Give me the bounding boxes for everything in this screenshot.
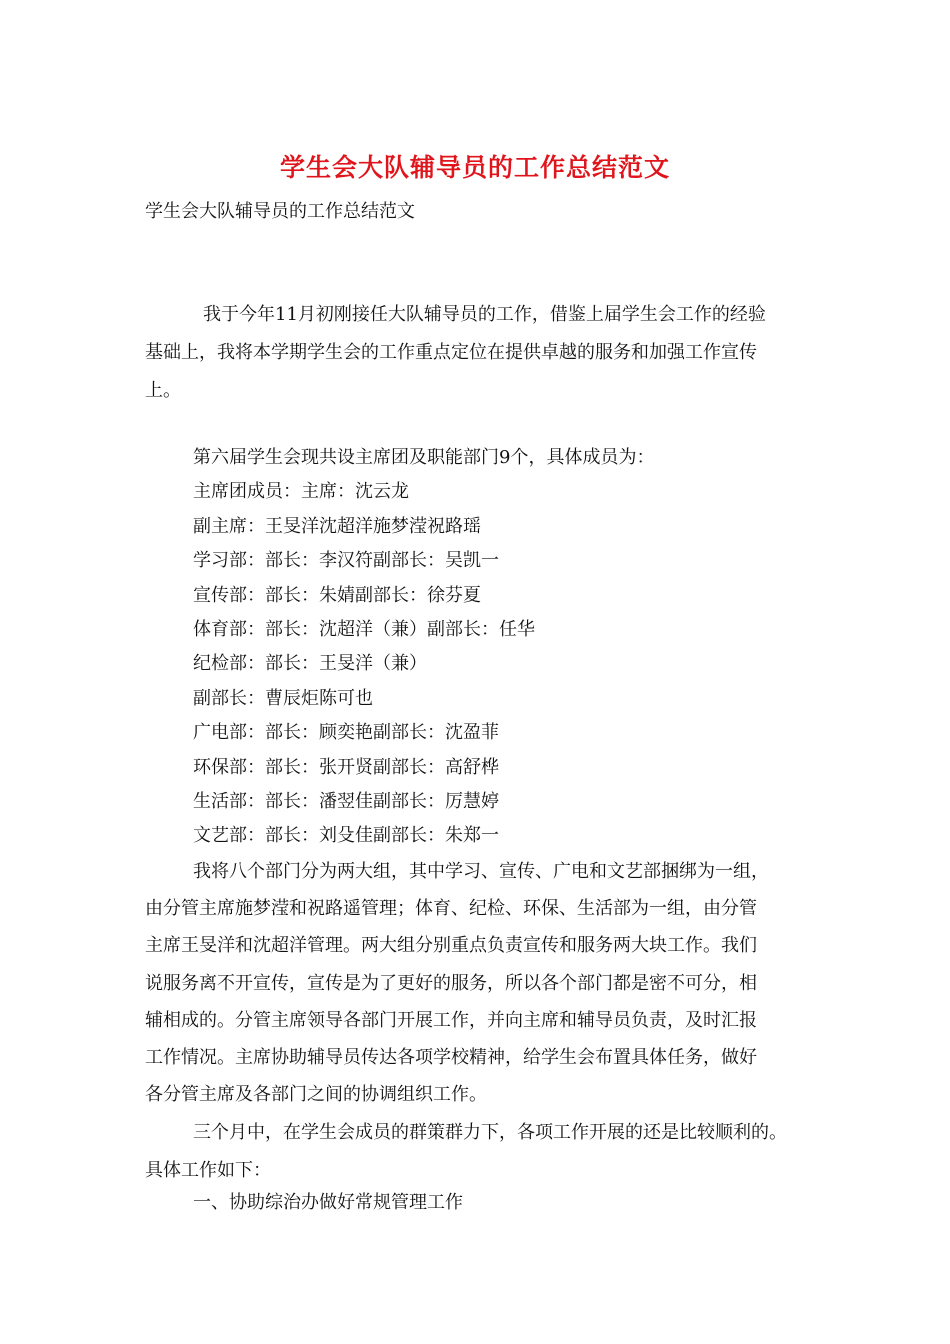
organization-paragraph xyxy=(145,853,825,1113)
section-heading: 一、协助综治办做好常规管理工作 xyxy=(193,1192,463,1213)
member-list-item: 学习部：部长：李汉符副部长：吴凯一 xyxy=(193,550,499,572)
paragraph-line: 主席王旻洋和沈超洋管理。两大组分别重点负责宣传和服务两大块工作。我们 xyxy=(145,935,757,957)
member-list-item: 文艺部：部长：刘殳佳副部长：朱郑一 xyxy=(193,825,499,847)
paragraph-line: 辅相成的。分管主席领导各部门开展工作，并向主席和辅导员负责，及时汇报 xyxy=(145,1009,757,1031)
progress-paragraph xyxy=(145,1114,825,1189)
paragraph-line: 我将八个部门分为两大组，其中学习、宣传、广电和文艺部捆绑为一组， xyxy=(193,861,769,882)
paragraph-line: 由分管主席施梦滢和祝路遥管理；体育、纪检、环保、生活部为一组，由分管 xyxy=(145,898,757,920)
member-list-item: 环保部：部长：张开贤副部长：高舒桦 xyxy=(193,756,499,778)
member-list-item: 广电部：部长：顾奕艳副部长：沈盈菲 xyxy=(193,722,499,744)
member-list-item: 纪检部：部长：王旻洋（兼） xyxy=(193,653,427,675)
member-list-item: 主席团成员：主席：沈云龙 xyxy=(193,481,409,503)
document-title: 学生会大队辅导员的工作总结范文 xyxy=(279,153,670,182)
member-list-item: 副部长：曹辰炬陈可也 xyxy=(193,687,373,709)
paragraph-line: 工作情况。主席协助辅导员传达各项学校精神，给学生会布置具体任务，做好 xyxy=(145,1047,757,1069)
member-list-item: 生活部：部长：潘翌佳副部长：厉慧婷 xyxy=(193,791,499,813)
member-list-item: 宣传部：部长：朱婧副部长：徐芬夏 xyxy=(193,584,481,606)
member-list-item: 体育部：部长：沈超洋（兼）副部长：任华 xyxy=(193,619,535,641)
member-list xyxy=(193,441,654,854)
paragraph-line: 上。 xyxy=(145,380,181,401)
intro-paragraph xyxy=(145,296,825,410)
member-list-item: 第六届学生会现共设主席团及职能部门9个，具体成员为： xyxy=(193,447,655,468)
paragraph-line: 说服务离不开宣传，宣传是为了更好的服务，所以各个部门都是密不可分，相 xyxy=(145,972,757,994)
member-list-item: 副主席：王旻洋沈超洋施梦滢祝路瑶 xyxy=(193,515,481,537)
paragraph-line: 具体工作如下： xyxy=(145,1159,271,1181)
paragraph-line: 基础上，我将本学期学生会的工作重点定位在提供卓越的服务和加强工作宣传 xyxy=(145,342,757,363)
document-subtitle: 学生会大队辅导员的工作总结范文 xyxy=(145,201,415,222)
paragraph-line: 三个月中，在学生会成员的群策群力下，各项工作开展的还是比较顺利的。 xyxy=(193,1122,787,1143)
paragraph-line: 我于今年11月初刚接任大队辅导员的工作，借鉴上届学生会工作的经验 xyxy=(203,304,766,325)
paragraph-line: 各分管主席及各部门之间的协调组织工作。 xyxy=(145,1084,487,1106)
